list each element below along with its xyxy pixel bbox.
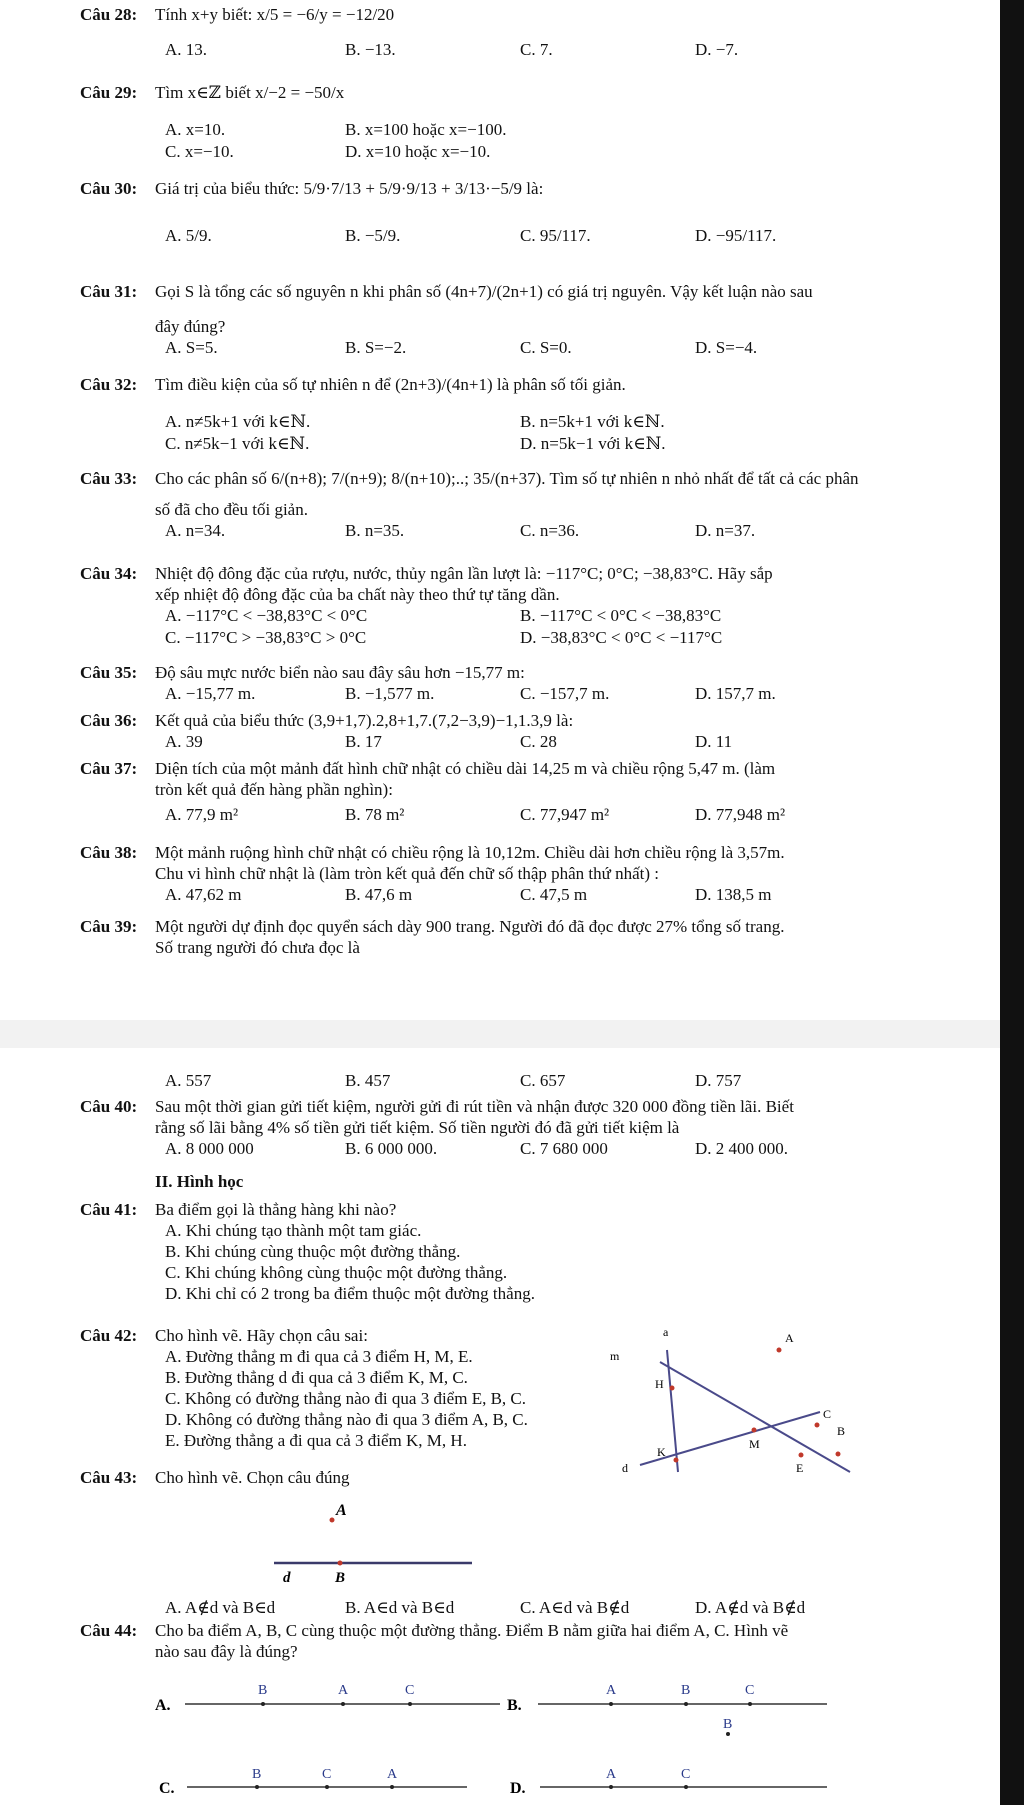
option-b[interactable]: B. −5/9. (345, 226, 401, 245)
option-b[interactable]: B. 17 (345, 732, 382, 751)
question-28 (80, 4, 910, 61)
question-43 (80, 1467, 910, 1488)
option-d[interactable]: D. −7. (695, 40, 739, 59)
option-a[interactable]: A. −117°C < −38,83°C < 0°C (165, 606, 368, 625)
option-b[interactable]: B. Đường thẳng d đi qua cả 3 điểm K, M, C. (165, 1368, 468, 1387)
question-text: Tính x+y biết: x/5 = −6/y = −12/20 (155, 5, 395, 24)
page-break (0, 1020, 1000, 1048)
option-c[interactable]: C. 7 680 000 (520, 1139, 608, 1158)
fig-b-label-3: C (745, 1683, 755, 1698)
question-text: Gọi S là tổng các số nguyên n khi phân số (4n+7)/(2n+1) có giá trị nguyên. Vậy kết luận nào sau (155, 282, 813, 301)
option-b[interactable]: B. A∈d và B∈d (345, 1598, 455, 1617)
option-d[interactable]: D. 11 (695, 732, 733, 751)
question-43-options (80, 1597, 910, 1619)
fig-a-label-3: C (405, 1683, 415, 1698)
option-b[interactable]: B. Khi chúng cùng thuộc một đường thẳng. (165, 1242, 461, 1261)
question-number: Câu 29: (80, 83, 138, 102)
option-a[interactable]: A. n=34. (165, 521, 226, 540)
fig-b-point-1 (609, 1702, 613, 1706)
fig-b-label-1: A (606, 1683, 617, 1698)
fig-d-point-above (726, 1732, 730, 1736)
option-d[interactable]: D. n=5k−1 với k∈ℕ. (520, 434, 666, 453)
option-b[interactable]: B. −1,577 m. (345, 684, 435, 703)
fig-a-point-1 (261, 1702, 265, 1706)
option-c[interactable]: C. x=−10. (165, 142, 234, 161)
option-c[interactable]: C. 7. (520, 40, 553, 59)
option-a[interactable]: A. x=10. (165, 120, 226, 139)
label-C: C (823, 1407, 832, 1421)
label-a: a (663, 1325, 669, 1339)
option-b[interactable]: B. −117°C < 0°C < −38,83°C (520, 606, 722, 625)
question-41 (80, 1199, 910, 1304)
label-M: M (749, 1437, 760, 1451)
label-A: A (336, 1502, 347, 1519)
option-c[interactable]: C. Khi chúng không cùng thuộc một đường thẳng. (165, 1263, 508, 1282)
option-b[interactable]: B. n=5k+1 với k∈ℕ. (520, 412, 665, 431)
question-text-continued: nào sau đây là đúng? (155, 1642, 298, 1661)
question-text: Cho các phân số 6/(n+8); 7/(n+9); 8/(n+10);..; 35/(n+37). Tìm số tự nhiên n nhỏ nhất để tất cả các phân (155, 469, 859, 488)
question-36 (80, 710, 910, 753)
option-d[interactable]: D. 757 (695, 1071, 742, 1090)
question-text: Cho hình vẽ. Chọn câu đúng (155, 1468, 350, 1487)
option-c[interactable]: C. 77,947 m² (520, 805, 610, 824)
question-text: Độ sâu mực nước biển nào sau đây sâu hơn −15,77 m: (155, 663, 525, 682)
question-number: Câu 41: (80, 1200, 138, 1219)
question-text-continued: Chu vi hình chữ nhật là (làm tròn kết quả đến chữ số thập phân thứ nhất) : (155, 864, 660, 883)
figure-q44 (155, 1680, 855, 1805)
option-a[interactable]: A. S=5. (165, 338, 218, 357)
question-32 (80, 374, 910, 455)
question-number: Câu 37: (80, 759, 138, 778)
point-E (799, 1453, 804, 1458)
question-33 (80, 468, 910, 542)
question-text: Nhiệt độ đông đặc của rượu, nước, thủy ngân lần lượt là: −117°C; 0°C; −38,83°C. Hãy sắp (155, 564, 773, 583)
figure-q42 (605, 1322, 855, 1482)
label-E: E (796, 1461, 804, 1475)
question-text-continued: đây đúng? (155, 317, 226, 336)
question-text: Cho hình vẽ. Hãy chọn câu sai: (155, 1326, 368, 1345)
option-d[interactable]: D. Khi chỉ có 2 trong ba điểm thuộc một đường thẳng. (165, 1284, 535, 1303)
fig-b-point-3 (748, 1702, 752, 1706)
option-c[interactable]: C. 47,5 m (520, 885, 588, 904)
option-d[interactable]: D. A∉d và B∉d (695, 1598, 806, 1617)
option-c[interactable]: C. A∈d và B∉d (520, 1598, 630, 1617)
option-c[interactable]: C. −157,7 m. (520, 684, 610, 703)
option-d[interactable]: D. 2 400 000. (695, 1139, 789, 1158)
question-text: Cho ba điểm A, B, C cùng thuộc một đường thẳng. Điểm B nằm giữa hai điểm A, C. Hình vẽ (155, 1621, 789, 1640)
option-c[interactable]: C. n=36. (520, 521, 580, 540)
question-29 (80, 82, 910, 163)
fig-a-label-1: B (258, 1683, 268, 1698)
point-C (815, 1423, 820, 1428)
window-edge (1000, 0, 1024, 1805)
option-d[interactable]: D. 138,5 m (695, 885, 772, 904)
option-d[interactable]: D. 77,948 m² (695, 805, 786, 824)
question-40 (80, 1096, 910, 1160)
option-a[interactable]: A. 5/9. (165, 226, 212, 245)
question-text: Một người dự định đọc quyển sách dày 900 trang. Người đó đã đọc được 27% tổng số trang. (155, 917, 785, 936)
fig-a-label-2: A (338, 1683, 349, 1698)
option-b[interactable]: B. 6 000 000. (345, 1139, 438, 1158)
option-a[interactable]: A. 47,62 m (165, 885, 242, 904)
label-d: d (283, 1570, 291, 1586)
question-number: Câu 42: (80, 1326, 138, 1345)
question-number: Câu 28: (80, 5, 138, 24)
question-number: Câu 32: (80, 375, 138, 394)
option-a[interactable]: A. A∉d và B∈d (165, 1598, 276, 1617)
option-b[interactable]: B. −13. (345, 40, 396, 59)
label-K: K (657, 1445, 666, 1459)
option-e[interactable]: E. Đường thẳng a đi qua cả 3 điểm K, M, H. (165, 1431, 467, 1450)
fig-d-point-2 (684, 1785, 688, 1789)
point-B (338, 1561, 343, 1566)
fig-b-point-2 (684, 1702, 688, 1706)
option-a[interactable]: A. −15,77 m. (165, 684, 256, 703)
option-a[interactable]: A. n≠5k+1 với k∈ℕ. (165, 412, 311, 431)
question-number: Câu 38: (80, 843, 138, 862)
option-c[interactable]: C. 28 (520, 732, 557, 751)
question-number: Câu 39: (80, 917, 138, 936)
label-B: B (837, 1424, 846, 1438)
fig-c-label: C. (159, 1780, 175, 1797)
fig-a-label: A. (155, 1697, 171, 1714)
fig-d-label-1: A (606, 1767, 617, 1782)
option-b[interactable]: B. 47,6 m (345, 885, 413, 904)
question-38 (80, 842, 910, 906)
option-b[interactable]: B. S=−2. (345, 338, 407, 357)
question-number: Câu 35: (80, 663, 138, 682)
question-34 (80, 563, 910, 649)
option-d[interactable]: D. x=10 hoặc x=−10. (345, 142, 491, 161)
question-30 (80, 178, 910, 247)
question-text: Kết quả của biểu thức (3,9+1,7).2,8+1,7.(7,2−3,9)−1,1.3,9 là: (155, 711, 574, 730)
question-39-options (80, 1070, 910, 1092)
question-text-continued: rằng số lãi bằng 4% số tiền gửi tiết kiệm. Số tiền người đó đã gửi tiết kiệm là (155, 1118, 680, 1137)
option-c[interactable]: C. Không có đường thẳng nào đi qua 3 điểm E, B, C. (165, 1389, 527, 1408)
fig-a-point-3 (408, 1702, 412, 1706)
question-35 (80, 662, 910, 705)
question-text: Sau một thời gian gửi tiết kiệm, người gửi đi rút tiền và nhận được 320 000 đồng tiền lãi. Biết (155, 1097, 794, 1116)
option-d[interactable]: D. −95/117. (695, 226, 777, 245)
figure-q43 (265, 1495, 485, 1590)
option-c[interactable]: C. n≠5k−1 với k∈ℕ. (165, 434, 310, 453)
fig-d-point-1 (609, 1785, 613, 1789)
option-b[interactable]: B. x=100 hoặc x=−100. (345, 120, 507, 139)
question-39 (80, 916, 910, 958)
point-K (674, 1458, 679, 1463)
line-m (660, 1362, 850, 1472)
point-A (330, 1518, 335, 1523)
option-a[interactable]: A. 8 000 000 (165, 1139, 254, 1158)
question-text: Ba điểm gọi là thẳng hàng khi nào? (155, 1200, 397, 1219)
option-b[interactable]: B. 457 (345, 1071, 391, 1090)
option-d[interactable]: D. Không có đường thẳng nào đi qua 3 điểm A, B, C. (165, 1410, 528, 1429)
fig-c-point-3 (390, 1785, 394, 1789)
option-d[interactable]: D. 157,7 m. (695, 684, 776, 703)
question-31 (80, 281, 910, 359)
question-number: Câu 31: (80, 282, 138, 301)
question-text: Tìm điều kiện của số tự nhiên n để (2n+3)/(4n+1) là phân số tối giản. (155, 375, 626, 394)
question-text-continued: Số trang người đó chưa đọc là (155, 938, 360, 957)
point-H (670, 1386, 675, 1391)
fig-a-point-2 (341, 1702, 345, 1706)
question-number: Câu 43: (80, 1468, 138, 1487)
question-text-continued: số đã cho đều tối giản. (155, 500, 308, 519)
question-text: Diện tích của một mảnh đất hình chữ nhật có chiều dài 14,25 m và chiều rộng 5,47 m. (làm (155, 759, 776, 778)
section-heading: II. Hình học (155, 1172, 244, 1191)
option-d[interactable]: D. −38,83°C < 0°C < −117°C (520, 628, 723, 647)
question-number: Câu 30: (80, 179, 138, 198)
fig-c-point-2 (325, 1785, 329, 1789)
label-m: m (610, 1349, 620, 1363)
option-a[interactable]: A. 39 (165, 732, 203, 751)
option-c[interactable]: C. 657 (520, 1071, 566, 1090)
question-number: Câu 33: (80, 469, 138, 488)
question-text: Một mảnh ruộng hình chữ nhật có chiều rộng là 10,12m. Chiều dài hơn chiều rộng là 3,57m. (155, 843, 785, 862)
label-H: H (655, 1377, 664, 1391)
question-text: Giá trị của biểu thức: 5/9·7/13 + 5/9·9/13 + 3/13·−5/9 là: (155, 179, 544, 198)
question-44 (80, 1620, 910, 1662)
fig-c-label-2: C (322, 1767, 332, 1782)
point-B (836, 1452, 841, 1457)
label-d: d (622, 1461, 628, 1475)
fig-c-point-1 (255, 1785, 259, 1789)
option-a[interactable]: A. 13. (165, 40, 208, 59)
fig-c-label-3: A (387, 1767, 398, 1782)
option-a[interactable]: A. 557 (165, 1071, 212, 1090)
question-text-continued: xếp nhiệt độ đông đặc của ba chất này theo thứ tự tăng dần. (155, 585, 560, 604)
option-c[interactable]: C. 95/117. (520, 226, 591, 245)
fig-d-label-above: B (723, 1717, 733, 1732)
fig-c-label-1: B (252, 1767, 262, 1782)
point-A (777, 1348, 782, 1353)
option-b[interactable]: B. n=35. (345, 521, 405, 540)
fig-b-label: B. (507, 1697, 522, 1714)
question-37 (80, 758, 910, 826)
option-a[interactable]: A. 77,9 m² (165, 805, 239, 824)
option-d[interactable]: D. n=37. (695, 521, 756, 540)
fig-d-label-2: C (681, 1767, 691, 1782)
label-B: B (335, 1570, 346, 1586)
option-c[interactable]: C. S=0. (520, 338, 572, 357)
option-c[interactable]: C. −117°C > −38,83°C > 0°C (165, 628, 367, 647)
question-text-continued: tròn kết quả đến hàng phần nghìn): (155, 780, 393, 799)
question-number: Câu 40: (80, 1097, 138, 1116)
question-number: Câu 44: (80, 1621, 138, 1640)
option-a[interactable]: A. Đường thẳng m đi qua cả 3 điểm H, M, E. (165, 1347, 473, 1366)
option-b[interactable]: B. 78 m² (345, 805, 405, 824)
fig-d-label: D. (510, 1780, 526, 1797)
question-number: Câu 36: (80, 711, 138, 730)
question-number: Câu 34: (80, 564, 138, 583)
point-M (752, 1428, 757, 1433)
fig-b-label-2: B (681, 1683, 691, 1698)
question-text: Tìm x∈ℤ biết x/−2 = −50/x (155, 83, 345, 102)
option-d[interactable]: D. S=−4. (695, 338, 758, 357)
option-a[interactable]: A. Khi chúng tạo thành một tam giác. (165, 1221, 422, 1240)
label-A: A (785, 1331, 794, 1345)
